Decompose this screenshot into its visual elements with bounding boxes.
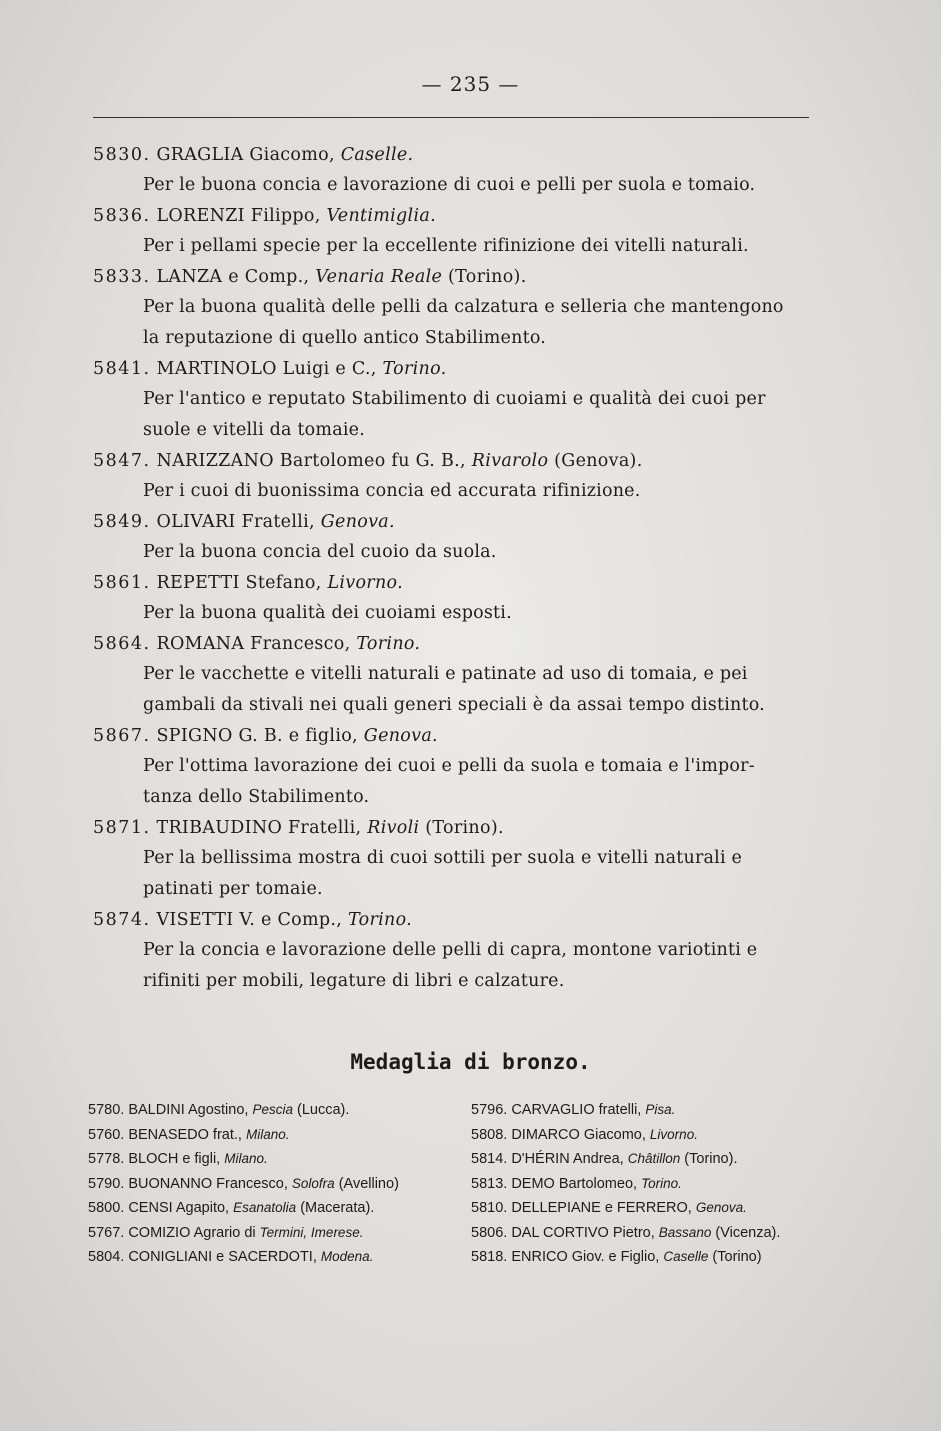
entry-heading	[93, 262, 823, 292]
entry-number: 5847.	[93, 451, 151, 471]
description-line: Per la buona qualità delle pelli da calzatura e selleria che mantengono	[143, 297, 784, 317]
award-entry	[93, 262, 823, 354]
entry-name: MARTINOLO Luigi e C.,	[156, 359, 377, 379]
entry-name: VISETTI V. e Comp.,	[156, 910, 343, 930]
entry-place: Venaria Reale	[315, 267, 443, 287]
entry-name: NARIZZANO Bartolomeo fu G. B.,	[156, 451, 466, 471]
entry-name: OLIVARI Fratelli,	[156, 512, 315, 532]
entry-name: TRIBAUDINO Fratelli,	[156, 818, 362, 838]
entry-number: 5833.	[93, 267, 151, 287]
bronze-place: Pescia	[252, 1102, 293, 1117]
bronze-item	[471, 1147, 780, 1172]
entry-number: 5849.	[93, 512, 151, 532]
bronze-item	[88, 1172, 399, 1197]
bronze-item	[88, 1147, 399, 1172]
bronze-number: 5804.	[88, 1249, 125, 1265]
bronze-item	[88, 1245, 399, 1270]
entry-heading	[93, 629, 823, 659]
bronze-place: Genova.	[695, 1200, 747, 1215]
bronze-place: Pisa.	[645, 1102, 676, 1117]
entry-place: Genova.	[363, 726, 438, 746]
bronze-name: ENRICO Giov. e Figlio,	[511, 1249, 660, 1265]
bronze-number: 5778.	[88, 1151, 125, 1167]
entry-number: 5841.	[93, 359, 151, 379]
entry-place: Ventimiglia.	[326, 206, 436, 226]
award-entry	[93, 140, 823, 201]
description-line: Per i pellami specie per la eccellente rifinizione dei vitelli naturali.	[143, 236, 749, 256]
entry-place-suffix: (Genova).	[554, 451, 643, 471]
entry-description	[93, 751, 823, 813]
bronze-place-suffix: (Torino)	[712, 1249, 762, 1265]
bronze-name: DAL CORTIVO Pietro,	[511, 1224, 655, 1241]
page-number: — 235 —	[421, 72, 520, 96]
entry-number: 5864.	[93, 634, 151, 654]
entry-heading	[93, 507, 823, 537]
entry-place: Livorno.	[327, 573, 403, 593]
entry-place: Rivarolo	[471, 451, 549, 471]
award-entry	[93, 905, 823, 997]
bronze-name: COMIZIO Agrario di	[128, 1224, 256, 1241]
entry-heading	[93, 813, 823, 843]
bronze-place: Milano.	[245, 1126, 290, 1142]
entry-description	[93, 170, 823, 201]
bronze-list-left	[88, 1098, 399, 1270]
bronze-list-right	[471, 1098, 780, 1270]
entry-name: LANZA e Comp.,	[156, 267, 310, 287]
description-line: Per i cuoi di buonissima concia ed accurata rifinizione.	[143, 481, 641, 501]
description-line: suole e vitelli da tomaie.	[143, 420, 365, 440]
entry-place: Rivoli	[367, 818, 420, 838]
bronze-item	[88, 1196, 399, 1221]
description-line: Per l'ottima lavorazione dei cuoi e pelli da suola e tomaia e l'impor-	[143, 756, 755, 776]
award-entry	[93, 354, 823, 446]
bronze-place: Caselle	[663, 1249, 709, 1264]
entry-number: 5874.	[93, 910, 151, 930]
description-line: Per la buona qualità dei cuoiami esposti.	[143, 603, 512, 623]
entry-name: GRAGLIA Giacomo,	[156, 145, 335, 165]
description-line: Per la buona concia del cuoio da suola.	[143, 542, 497, 562]
bronze-number: 5813.	[471, 1175, 508, 1192]
description-line: la reputazione di quello antico Stabilimento.	[143, 328, 547, 348]
award-entry	[93, 721, 823, 813]
description-line: Per le vacchette e vitelli naturali e patinate ad uso di tomaia, e pei	[143, 664, 748, 684]
bronze-number: 5810.	[471, 1200, 508, 1216]
bronze-name: D'HÉRIN Andrea,	[511, 1151, 624, 1167]
entry-heading	[93, 721, 823, 751]
bronze-place: Châtillon	[627, 1151, 681, 1166]
bronze-place-suffix: (Avellino)	[338, 1175, 399, 1192]
entry-heading	[93, 201, 823, 231]
entry-name: ROMANA Francesco,	[156, 634, 351, 654]
description-line: rifiniti per mobili, legature di libri e calzature.	[143, 971, 565, 991]
bronze-place-suffix: (Torino).	[684, 1151, 738, 1167]
award-entry	[93, 446, 823, 507]
entry-name: REPETTI Stefano,	[156, 573, 322, 593]
entry-description	[93, 843, 823, 905]
description-line: patinati per tomaie.	[143, 879, 323, 899]
bronze-place: Esanatolia	[233, 1200, 297, 1215]
bronze-item	[88, 1098, 399, 1123]
description-line: tanza dello Stabilimento.	[143, 787, 370, 807]
entry-number: 5830.	[93, 145, 151, 165]
entry-place: Torino.	[348, 910, 412, 930]
bronze-place: Solofra	[291, 1175, 335, 1191]
bronze-number: 5814.	[471, 1151, 508, 1167]
award-entries	[93, 140, 823, 997]
bronze-item	[471, 1245, 780, 1270]
description-line: Per l'antico e reputato Stabilimento di cuoiami e qualità dei cuoi per	[143, 389, 766, 409]
section-title: Medaglia di bronzo.	[350, 1050, 591, 1074]
bronze-place: Torino.	[641, 1175, 682, 1191]
entry-name: SPIGNO G. B. e figlio,	[156, 726, 358, 746]
entry-place: Caselle.	[340, 145, 414, 165]
bronze-name: DIMARCO Giacomo,	[511, 1126, 646, 1143]
bronze-number: 5767.	[88, 1224, 125, 1241]
description-line: Per la concia e lavorazione delle pelli di capra, montone variotinti e	[143, 940, 758, 960]
bronze-place: Livorno.	[649, 1126, 698, 1142]
bronze-number: 5818.	[471, 1249, 508, 1265]
entry-heading	[93, 140, 823, 170]
bronze-number: 5808.	[471, 1126, 508, 1143]
entry-description	[93, 935, 823, 997]
award-entry	[93, 507, 823, 568]
bronze-place-suffix: (Macerata).	[300, 1200, 375, 1216]
bronze-number: 5780.	[88, 1102, 125, 1118]
award-entry	[93, 201, 823, 262]
bronze-item	[88, 1221, 399, 1246]
award-entry	[93, 629, 823, 721]
bronze-name: BALDINI Agostino,	[128, 1102, 249, 1118]
bronze-place-suffix: (Lucca).	[297, 1102, 350, 1118]
entry-description	[93, 231, 823, 262]
entry-number: 5861.	[93, 573, 151, 593]
bronze-item	[471, 1098, 780, 1123]
description-line: gambali da stivali nei quali generi speciali è da assai tempo distinto.	[143, 695, 765, 715]
bronze-name: BLOCH e figli,	[128, 1151, 221, 1167]
award-entry	[93, 813, 823, 905]
bronze-name: BENASEDO frat.,	[128, 1126, 242, 1143]
bronze-number: 5806.	[471, 1224, 508, 1241]
entry-heading	[93, 905, 823, 935]
bronze-item	[471, 1221, 780, 1246]
entry-place: Torino.	[382, 359, 447, 379]
entry-heading	[93, 354, 823, 384]
bronze-name: BUONANNO Francesco,	[128, 1175, 288, 1192]
bronze-number: 5760.	[88, 1126, 125, 1143]
entry-heading	[93, 568, 823, 598]
entry-description	[93, 292, 823, 354]
bronze-name: CENSI Agapito,	[128, 1200, 230, 1216]
entry-description	[93, 537, 823, 568]
description-line: Per la bellissima mostra di cuoi sottili per suola e vitelli naturali e	[143, 848, 743, 868]
bronze-number: 5800.	[88, 1200, 125, 1216]
bronze-number: 5790.	[88, 1175, 125, 1192]
bronze-item	[471, 1123, 780, 1148]
entry-place: Genova.	[320, 512, 395, 532]
bronze-place-suffix: (Vicenza).	[715, 1224, 781, 1241]
header-rule	[93, 117, 809, 118]
bronze-name: CONIGLIANI e SACERDOTI,	[128, 1249, 317, 1265]
description-line: Per le buona concia e lavorazione di cuoi e pelli per suola e tomaio.	[143, 175, 756, 195]
entry-number: 5871.	[93, 818, 151, 838]
entry-description	[93, 659, 823, 721]
bronze-item	[471, 1196, 780, 1221]
entry-number: 5867.	[93, 726, 151, 746]
bronze-number: 5796.	[471, 1102, 508, 1118]
entry-number: 5836.	[93, 206, 151, 226]
entry-name: LORENZI Filippo,	[156, 206, 321, 226]
entry-description	[93, 384, 823, 446]
entry-heading	[93, 446, 823, 476]
entry-place-suffix: (Torino).	[448, 267, 527, 287]
bronze-name: DEMO Bartolomeo,	[511, 1175, 638, 1192]
entry-description	[93, 476, 823, 507]
bronze-place: Bassano	[658, 1224, 712, 1240]
bronze-name: DELLEPIANE e FERRERO,	[511, 1200, 692, 1216]
entry-description	[93, 598, 823, 629]
entry-place-suffix: (Torino).	[425, 818, 504, 838]
award-entry	[93, 568, 823, 629]
bronze-place: Modena.	[320, 1249, 374, 1264]
bronze-place: Milano.	[224, 1151, 268, 1166]
bronze-place: Termini, Imerese.	[259, 1224, 364, 1240]
bronze-item	[471, 1172, 780, 1197]
entry-place: Torino.	[356, 634, 421, 654]
bronze-item	[88, 1123, 399, 1148]
bronze-name: CARVAGLIO fratelli,	[511, 1102, 642, 1118]
